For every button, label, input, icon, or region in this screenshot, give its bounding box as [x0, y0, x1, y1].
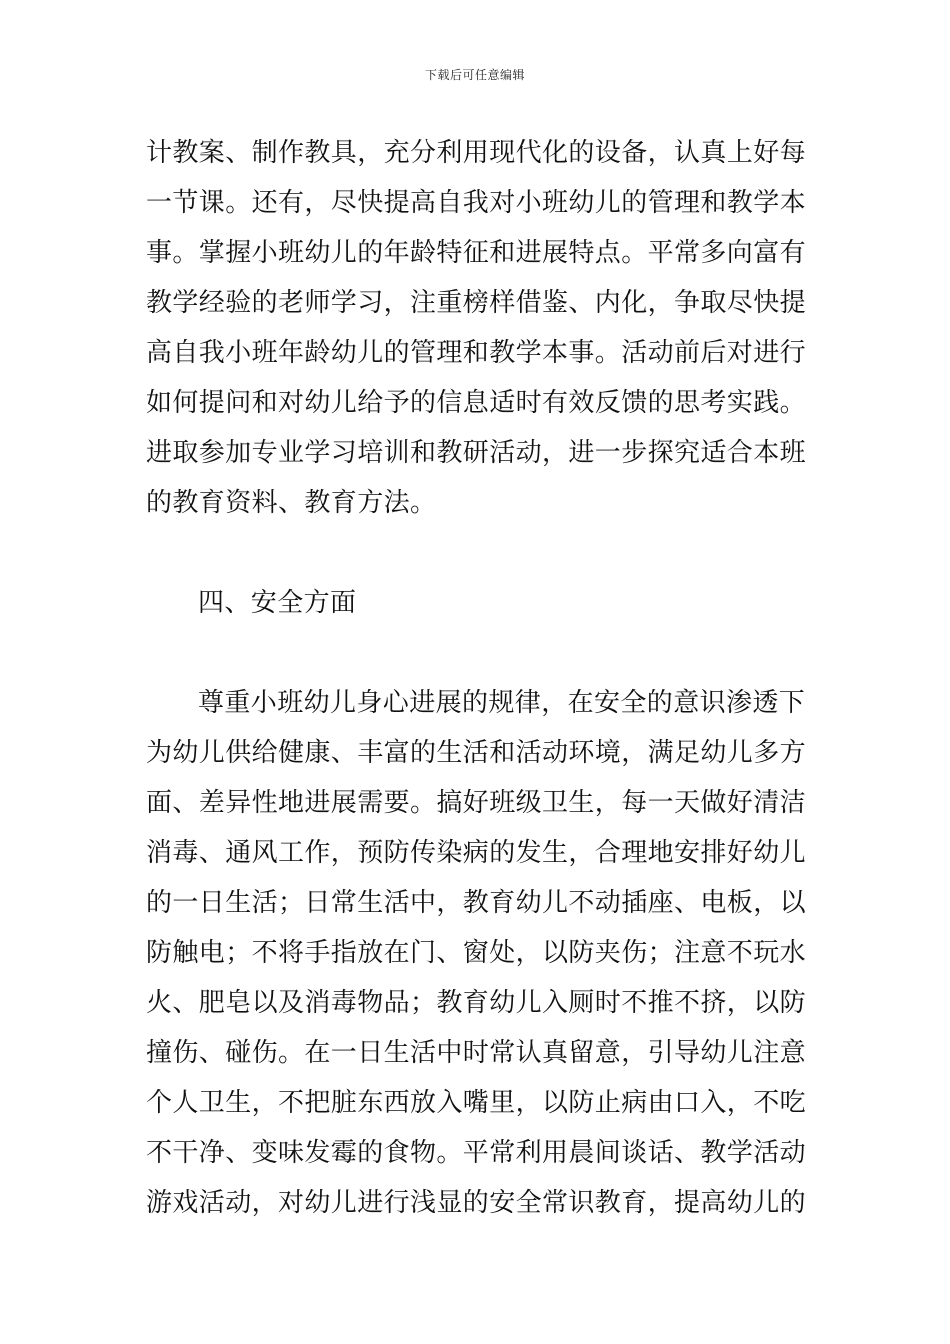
paragraph-line: 教学经验的老师学习，注重榜样借鉴、内化，争取尽快提 [146, 288, 807, 318]
paragraph-line: 尊重小班幼儿身心进展的规律，在安全的意识渗透下 [198, 688, 806, 718]
spacer [146, 628, 806, 678]
paragraph-line: 撞伤、碰伤。在一日生活中时常认真留意，引导幼儿注意 [146, 1038, 807, 1068]
paragraph-safety [146, 678, 806, 1228]
document-body [146, 128, 806, 1228]
paragraph-line: 为幼儿供给健康、丰富的生活和活动环境，满足幼儿多方 [146, 738, 807, 768]
paragraph-line: 的教育资料、教育方法。 [146, 488, 437, 518]
paragraph-line: 高自我小班年龄幼儿的管理和教学本事。活动前后对进行 [146, 338, 807, 368]
paragraph-line: 面、差异性地进展需要。搞好班级卫生，每一天做好清洁 [146, 788, 807, 818]
paragraph-line: 计教案、制作教具，充分利用现代化的设备，认真上好每 [146, 138, 807, 168]
spacer [146, 528, 806, 578]
paragraph-line: 消毒、通风工作，预防传染病的发生，合理地安排好幼儿 [146, 838, 807, 868]
paragraph-line: 进取参加专业学习培训和教研活动，进一步探究适合本班 [146, 438, 807, 468]
paragraph-line: 火、肥皂以及消毒物品；教育幼儿入厕时不推不挤，以防 [146, 988, 807, 1018]
paragraph-line: 的一日生活；日常生活中，教育幼儿不动插座、电板，以 [146, 888, 807, 918]
paragraph-line: 游戏活动，对幼儿进行浅显的安全常识教育，提高幼儿的 [146, 1188, 807, 1218]
paragraph-teaching [146, 128, 806, 528]
paragraph-line: 事。掌握小班幼儿的年龄特征和进展特点。平常多向富有 [146, 238, 807, 268]
paragraph-line: 个人卫生，不把脏东西放入嘴里，以防止病由口入，不吃 [146, 1088, 807, 1118]
paragraph-line: 防触电；不将手指放在门、窗处，以防夹伤；注意不玩水 [146, 938, 807, 968]
paragraph-line: 一节课。还有，尽快提高自我对小班幼儿的管理和教学本 [146, 188, 807, 218]
header-note: 下载后可任意编辑 [424, 68, 525, 82]
section-heading: 四、安全方面 [198, 588, 357, 618]
paragraph-line: 不干净、变味发霉的食物。平常利用晨间谈话、教学活动 [146, 1138, 807, 1168]
paragraph-line: 如何提问和对幼儿给予的信息适时有效反馈的思考实践。 [146, 388, 807, 418]
